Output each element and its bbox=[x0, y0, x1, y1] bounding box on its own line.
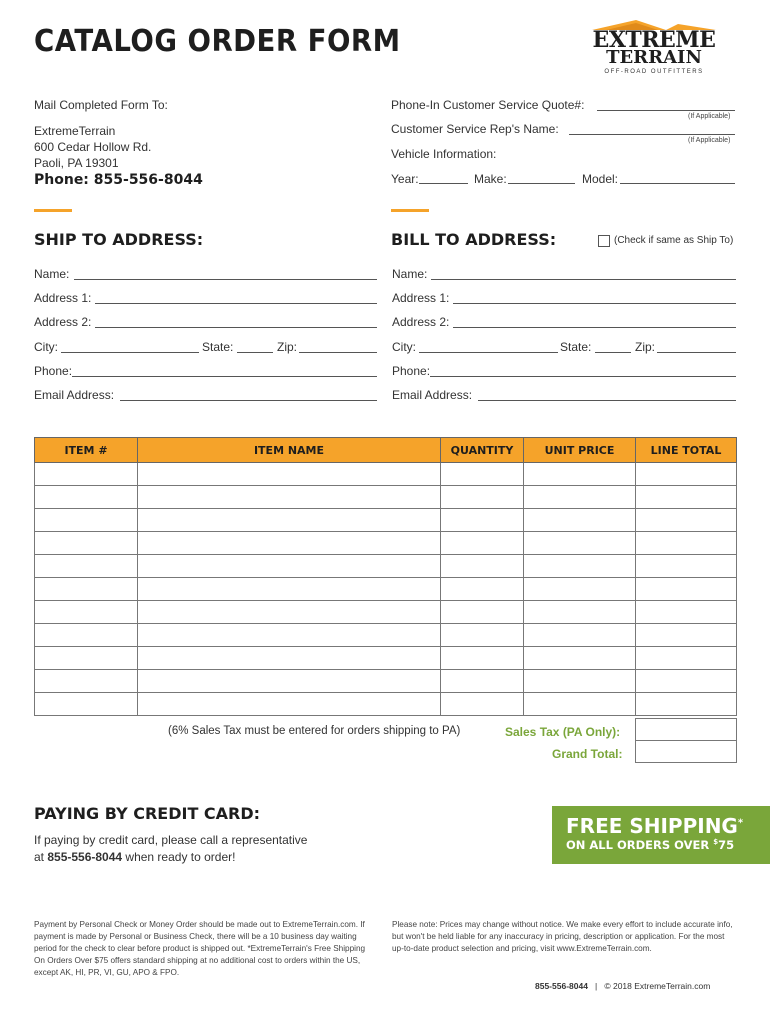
orange-divider-left bbox=[34, 209, 72, 212]
unit-price-cell[interactable] bbox=[524, 670, 636, 693]
ship-city-field[interactable] bbox=[61, 352, 199, 353]
if-applicable-note-2: (If Applicable) bbox=[688, 137, 731, 144]
line-total-cell[interactable] bbox=[636, 463, 737, 486]
bill-state-label: State: bbox=[560, 340, 592, 354]
line-total-cell[interactable] bbox=[636, 486, 737, 509]
footer-copyright: © 2018 ExtremeTerrain.com bbox=[604, 981, 711, 991]
unit-price-cell[interactable] bbox=[524, 555, 636, 578]
banner-asterisk: * bbox=[737, 817, 744, 829]
logo-tagline: OFF-ROAD OUTFITTERS bbox=[604, 69, 704, 75]
quantity-cell[interactable] bbox=[441, 509, 524, 532]
ship-zip-label: Zip: bbox=[277, 340, 298, 354]
ship-address1-field[interactable] bbox=[95, 303, 377, 304]
unit-price-cell[interactable] bbox=[524, 693, 636, 716]
rep-field[interactable] bbox=[569, 134, 735, 135]
ship-phone-label: Phone: bbox=[34, 364, 73, 378]
table-body bbox=[35, 463, 737, 716]
item-name-cell[interactable] bbox=[138, 509, 441, 532]
model-field[interactable] bbox=[620, 183, 735, 184]
line-total-cell[interactable] bbox=[636, 578, 737, 601]
unit-price-cell[interactable] bbox=[524, 532, 636, 555]
item-number-cell[interactable] bbox=[35, 624, 138, 647]
unit-price-cell[interactable] bbox=[524, 624, 636, 647]
logo-line2: TERRAIN bbox=[606, 47, 702, 68]
col-quantity: QUANTITY bbox=[441, 438, 524, 463]
table-row bbox=[35, 509, 737, 532]
quantity-cell[interactable] bbox=[441, 693, 524, 716]
line-total-cell[interactable] bbox=[636, 509, 737, 532]
quote-field[interactable] bbox=[597, 110, 735, 111]
logo-line1: EXTREME bbox=[592, 27, 716, 53]
col-unit-price: UNIT PRICE bbox=[524, 438, 636, 463]
vehicle-label: Vehicle Information: bbox=[391, 147, 497, 161]
same-as-ship-checkbox[interactable] bbox=[598, 235, 610, 247]
sales-tax-field[interactable] bbox=[635, 718, 737, 741]
ship-address2-label: Address 2: bbox=[34, 315, 92, 329]
bill-zip-field[interactable] bbox=[657, 352, 736, 353]
table-header-row bbox=[35, 438, 737, 463]
unit-price-cell[interactable] bbox=[524, 578, 636, 601]
item-number-cell[interactable] bbox=[35, 509, 138, 532]
item-name-cell[interactable] bbox=[138, 624, 441, 647]
quantity-cell[interactable] bbox=[441, 486, 524, 509]
banner-orders-over: ON ALL ORDERS OVER bbox=[566, 838, 710, 852]
bill-phone-field[interactable] bbox=[430, 376, 736, 377]
quantity-cell[interactable] bbox=[441, 624, 524, 647]
item-number-cell[interactable] bbox=[35, 486, 138, 509]
mail-phone: Phone: 855-556-8044 bbox=[34, 172, 203, 188]
quantity-cell[interactable] bbox=[441, 555, 524, 578]
bill-name-label: Name: bbox=[392, 267, 428, 281]
mail-label: Mail Completed Form To: bbox=[34, 98, 168, 112]
bill-state-field[interactable] bbox=[595, 352, 631, 353]
credit-line2 bbox=[34, 850, 235, 864]
bill-name-field[interactable] bbox=[431, 279, 736, 280]
line-total-cell[interactable] bbox=[636, 647, 737, 670]
free-shipping-banner bbox=[552, 806, 770, 864]
order-items-table bbox=[34, 437, 737, 716]
item-name-cell[interactable] bbox=[138, 486, 441, 509]
unit-price-cell[interactable] bbox=[524, 601, 636, 624]
quantity-cell[interactable] bbox=[441, 670, 524, 693]
banner-dollar: $ bbox=[713, 838, 719, 847]
ship-name-label: Name: bbox=[34, 267, 70, 281]
table-row bbox=[35, 624, 737, 647]
bill-phone-label: Phone: bbox=[392, 364, 431, 378]
col-item-number: ITEM # bbox=[35, 438, 138, 463]
ship-city-label: City: bbox=[34, 340, 58, 354]
bill-city-field[interactable] bbox=[419, 352, 558, 353]
banner-free-shipping: FREE SHIPPING bbox=[566, 814, 738, 838]
banner-line2 bbox=[566, 838, 734, 852]
ship-name-field[interactable] bbox=[74, 279, 377, 280]
year-field[interactable] bbox=[419, 183, 468, 184]
credit-line2-suffix: when ready to order! bbox=[122, 850, 236, 864]
item-name-cell[interactable] bbox=[138, 693, 441, 716]
extremeterrain-logo bbox=[566, 18, 738, 80]
line-total-cell[interactable] bbox=[636, 532, 737, 555]
tax-note: (6% Sales Tax must be entered for orders shipping to PA) bbox=[168, 725, 461, 737]
ship-zip-field[interactable] bbox=[299, 352, 377, 353]
quantity-cell[interactable] bbox=[441, 578, 524, 601]
col-line-total: LINE TOTAL bbox=[636, 438, 737, 463]
item-name-cell[interactable] bbox=[138, 578, 441, 601]
col-item-name: ITEM NAME bbox=[138, 438, 441, 463]
ship-email-field[interactable] bbox=[120, 400, 377, 401]
unit-price-cell[interactable] bbox=[524, 486, 636, 509]
footer-price-note: Please note: Prices may change without notice. We make every effort to include accurate info, but won't be held liable for any inaccuracy in pricing, description or application. For the most up-to-date product selection and pricing, visit www.ExtremeTerrain.com. bbox=[392, 920, 733, 953]
ship-state-field[interactable] bbox=[237, 352, 273, 353]
quantity-cell[interactable] bbox=[441, 532, 524, 555]
item-number-cell[interactable] bbox=[35, 463, 138, 486]
bill-heading: BILL TO ADDRESS: bbox=[391, 230, 557, 249]
bill-address2-label: Address 2: bbox=[392, 315, 450, 329]
credit-line1: If paying by credit card, please call a representative bbox=[34, 833, 308, 847]
line-total-cell[interactable] bbox=[636, 601, 737, 624]
quantity-cell[interactable] bbox=[441, 601, 524, 624]
bill-address2-field[interactable] bbox=[453, 327, 736, 328]
unit-price-cell[interactable] bbox=[524, 463, 636, 486]
table-row bbox=[35, 463, 737, 486]
make-field[interactable] bbox=[508, 183, 575, 184]
grand-total-label: Grand Total: bbox=[552, 747, 623, 761]
item-name-cell[interactable] bbox=[138, 647, 441, 670]
item-number-cell[interactable] bbox=[35, 647, 138, 670]
bill-email-field[interactable] bbox=[478, 400, 736, 401]
item-name-cell[interactable] bbox=[138, 670, 441, 693]
rep-label: Customer Service Rep's Name: bbox=[391, 122, 559, 136]
ship-state-label: State: bbox=[202, 340, 234, 354]
bill-address1-field[interactable] bbox=[453, 303, 736, 304]
grand-total-field[interactable] bbox=[635, 740, 737, 763]
table-row bbox=[35, 670, 737, 693]
table-row bbox=[35, 647, 737, 670]
banner-line1 bbox=[566, 814, 743, 838]
table-row bbox=[35, 532, 737, 555]
table-row bbox=[35, 578, 737, 601]
item-name-cell[interactable] bbox=[138, 532, 441, 555]
bill-address1-label: Address 1: bbox=[392, 291, 450, 305]
item-number-cell[interactable] bbox=[35, 601, 138, 624]
item-number-cell[interactable] bbox=[35, 693, 138, 716]
model-label: Model: bbox=[582, 172, 619, 186]
line-total-cell[interactable] bbox=[636, 670, 737, 693]
ship-heading: SHIP TO ADDRESS: bbox=[34, 230, 204, 249]
if-applicable-note-1: (If Applicable) bbox=[688, 113, 731, 120]
line-total-cell[interactable] bbox=[636, 693, 737, 716]
item-number-cell[interactable] bbox=[35, 578, 138, 601]
mail-company: ExtremeTerrain bbox=[34, 124, 116, 138]
line-total-cell[interactable] bbox=[636, 555, 737, 578]
footer-contact bbox=[535, 981, 710, 991]
page-title: CATALOG ORDER FORM bbox=[34, 24, 401, 59]
footer-separator: | bbox=[595, 981, 598, 991]
item-number-cell[interactable] bbox=[35, 670, 138, 693]
item-name-cell[interactable] bbox=[138, 601, 441, 624]
quantity-cell[interactable] bbox=[441, 647, 524, 670]
orange-divider-right bbox=[391, 209, 429, 212]
footer-phone: 855-556-8044 bbox=[535, 981, 588, 991]
ship-address1-label: Address 1: bbox=[34, 291, 92, 305]
year-label: Year: bbox=[391, 172, 419, 186]
footer-payment-note: Payment by Personal Check or Money Order should be made out to ExtremeTerrain.com. If payment is made by Personal or Business Check, there will be a 10 business day waiting period for the check to clear before product is shipped out. *ExtremeTerrain's Free Shipping On Orders Over $75 offers standard shipping at no additional cost to orders within the US, except AK, HI, PR, VI, GU, APO & FPO. bbox=[34, 920, 366, 977]
quantity-cell[interactable] bbox=[441, 463, 524, 486]
mail-street: 600 Cedar Hollow Rd. bbox=[34, 140, 152, 154]
line-total-cell[interactable] bbox=[636, 624, 737, 647]
sales-tax-label: Sales Tax (PA Only): bbox=[505, 725, 621, 739]
unit-price-cell[interactable] bbox=[524, 647, 636, 670]
bill-zip-label: Zip: bbox=[635, 340, 656, 354]
make-label: Make: bbox=[474, 172, 507, 186]
credit-phone: 855-556-8044 bbox=[47, 850, 123, 864]
table-row bbox=[35, 693, 737, 716]
credit-line2-prefix: at bbox=[34, 850, 48, 864]
item-name-cell[interactable] bbox=[138, 463, 441, 486]
banner-amount: 75 bbox=[718, 838, 735, 852]
ship-address2-field[interactable] bbox=[95, 327, 377, 328]
item-name-cell[interactable] bbox=[138, 555, 441, 578]
table-row bbox=[35, 486, 737, 509]
credit-heading: PAYING BY CREDIT CARD: bbox=[34, 804, 261, 823]
item-number-cell[interactable] bbox=[35, 555, 138, 578]
ship-phone-field[interactable] bbox=[72, 376, 377, 377]
ship-email-label: Email Address: bbox=[34, 388, 115, 402]
bill-city-label: City: bbox=[392, 340, 416, 354]
quote-label: Phone-In Customer Service Quote#: bbox=[391, 98, 585, 112]
mail-city: Paoli, PA 19301 bbox=[34, 156, 119, 170]
bill-email-label: Email Address: bbox=[392, 388, 473, 402]
item-number-cell[interactable] bbox=[35, 532, 138, 555]
table-row bbox=[35, 555, 737, 578]
unit-price-cell[interactable] bbox=[524, 509, 636, 532]
same-as-ship-label: (Check if same as Ship To) bbox=[614, 235, 734, 246]
table-row bbox=[35, 601, 737, 624]
